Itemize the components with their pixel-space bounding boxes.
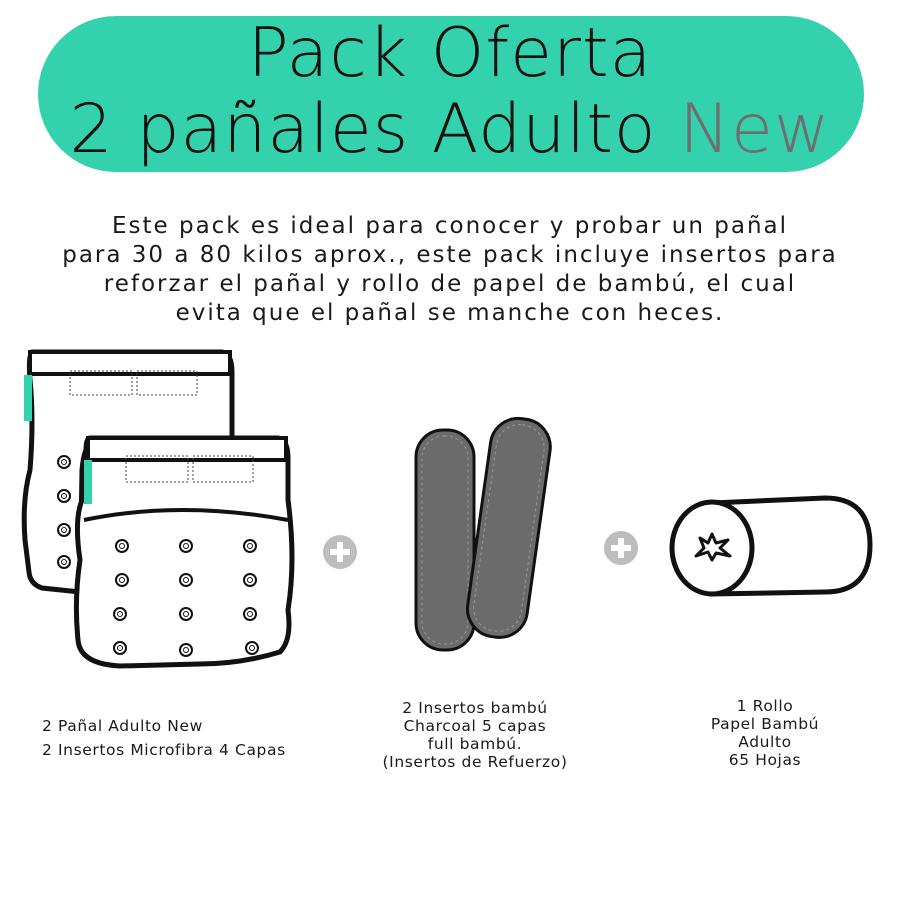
- description-line: Este pack es ideal para conocer y probar un pañal: [111, 213, 789, 239]
- caption-line: 65 Hojas: [728, 751, 802, 769]
- caption-line: 1 Rollo: [736, 697, 794, 715]
- caption-line: Charcoal 5 capas: [403, 717, 547, 735]
- caption-line: 2 Insertos Microfibra 4 Capas: [42, 741, 286, 759]
- plus-icon: [604, 531, 638, 565]
- caption-line: Adulto: [738, 733, 792, 751]
- title-main: 2 pañales Adulto: [69, 90, 657, 169]
- caption-line: (Insertos de Refuerzo): [382, 753, 568, 771]
- description-line: reforzar el pañal y rollo de papel de bambú, el cual: [103, 271, 797, 297]
- caption-line: 2 Pañal Adulto New: [42, 717, 203, 735]
- diaper-caption: [42, 714, 286, 762]
- description-line: evita que el pañal se manche con heces.: [175, 300, 725, 326]
- title-accent: New: [679, 90, 831, 169]
- charcoal-insert-icon: [416, 415, 554, 650]
- caption-line: Papel Bambú: [710, 715, 820, 733]
- title-line-1: Pack Oferta: [247, 14, 653, 93]
- cloth-diaper-icon: [76, 438, 292, 666]
- roll-caption: [660, 697, 870, 769]
- paper-roll-icon: [672, 498, 870, 594]
- description-line: para 30 a 80 kilos aprox., este pack incluye insertos para: [62, 242, 838, 268]
- caption-line: full bambú.: [427, 735, 523, 753]
- caption-line: 2 Insertos bambú: [402, 699, 548, 717]
- insert-caption: [360, 699, 590, 771]
- plus-icon: [323, 535, 357, 569]
